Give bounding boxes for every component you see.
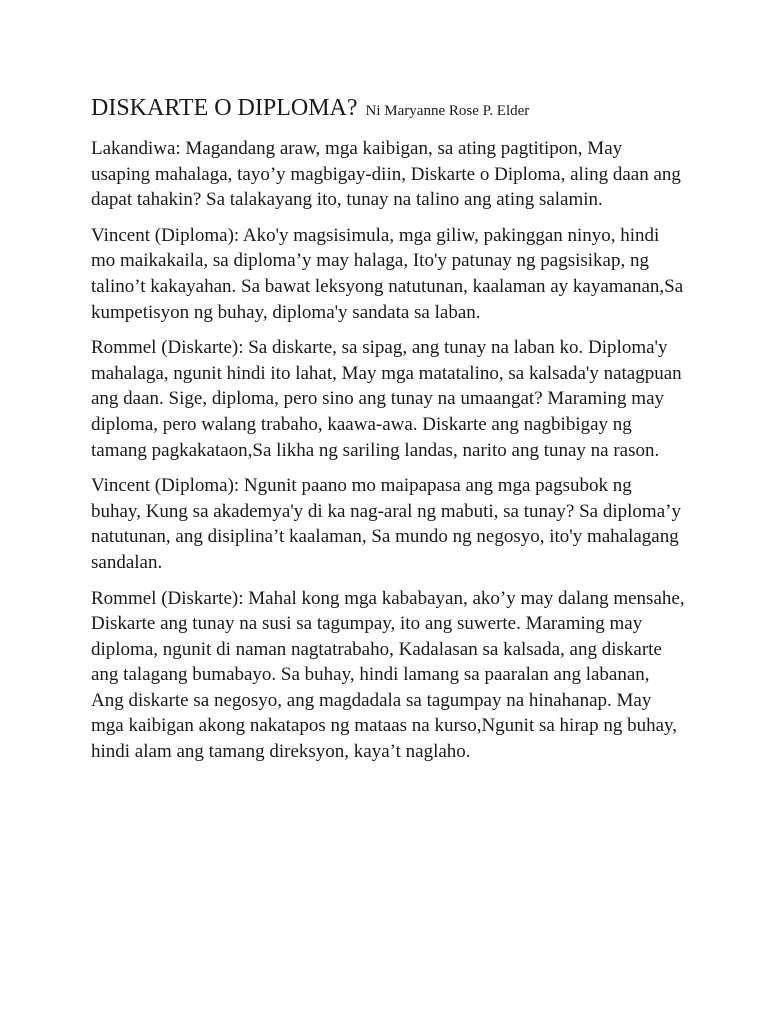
document-title: DISKARTE O DIPLOMA? [91, 95, 358, 121]
paragraph-lakandiwa: Lakandiwa: Magandang araw, mga kaibigan, sa ating pagtitipon, May usaping mahalaga, tayo’y magbigay-diin, Diskarte o Diploma, aling daan ang dapat tahakin? Sa talakayang ito, tunay na talino ang ating salamin. [91, 138, 681, 211]
document-page [91, 93, 685, 775]
document-author: Ni Maryanne Rose P. Elder [365, 103, 530, 119]
title-line [91, 93, 685, 126]
paragraph-vincent-2: Vincent (Diploma): Ngunit paano mo maipapasa ang mga pagsubok ng buhay, Kung sa akademya'y di ka nag-aral ng mabuti, sa tunay? Sa diploma’y natutunan, ang disiplina’t kaalaman, Sa mundo ng negosyo, ito'y mahalagang sandalan. [91, 475, 681, 573]
paragraph-rommel-1: Rommel (Diskarte): Sa diskarte, sa sipag, ang tunay na laban ko. Diploma'y mahalaga, ngunit hindi ito lahat, May mga matatalino, sa kalsada'y natagpuan ang daan. Sige, diploma, pero sino ang tunay na umaangat? Maraming may diploma, pero walang trabaho, kaawa-awa. Diskarte ang nagbibigay ng tamang pagkakataon,Sa likha ng sariling landas, narito ang tunay na rason. [91, 337, 682, 461]
paragraph-vincent-1: Vincent (Diploma): Ako'y magsisimula, mga giliw, pakinggan ninyo, hindi mo maikakaila, sa diploma’y may halaga, Ito'y patunay ng pagsisikap, ng talino’t kakayahan. Sa bawat leksyong natutunan, kaalaman ay kayamanan,Sa kumpetisyon ng buhay, diploma'y sandata sa laban. [91, 224, 684, 323]
paragraph-rommel-2: Rommel (Diskarte): Mahal kong mga kababayan, ako’y may dalang mensahe, Diskarte ang tunay na susi sa tagumpay, ito ang suwerte. Maraming may diploma, ngunit di naman nagtatrabaho, Kadalasan sa kalsada, ang diskarte ang talagang bumabayo. Sa buhay, hindi lamang sa paaralan ang labanan, Ang diskarte sa negosyo, ang magdadala sa tagumpay na hinahanap. May mga kaibigan akong nakatapos ng mataas na kurso,Ngunit sa hirap ng buhay, hindi alam ang tamang direksyon, kaya’t naglaho. [91, 587, 685, 763]
